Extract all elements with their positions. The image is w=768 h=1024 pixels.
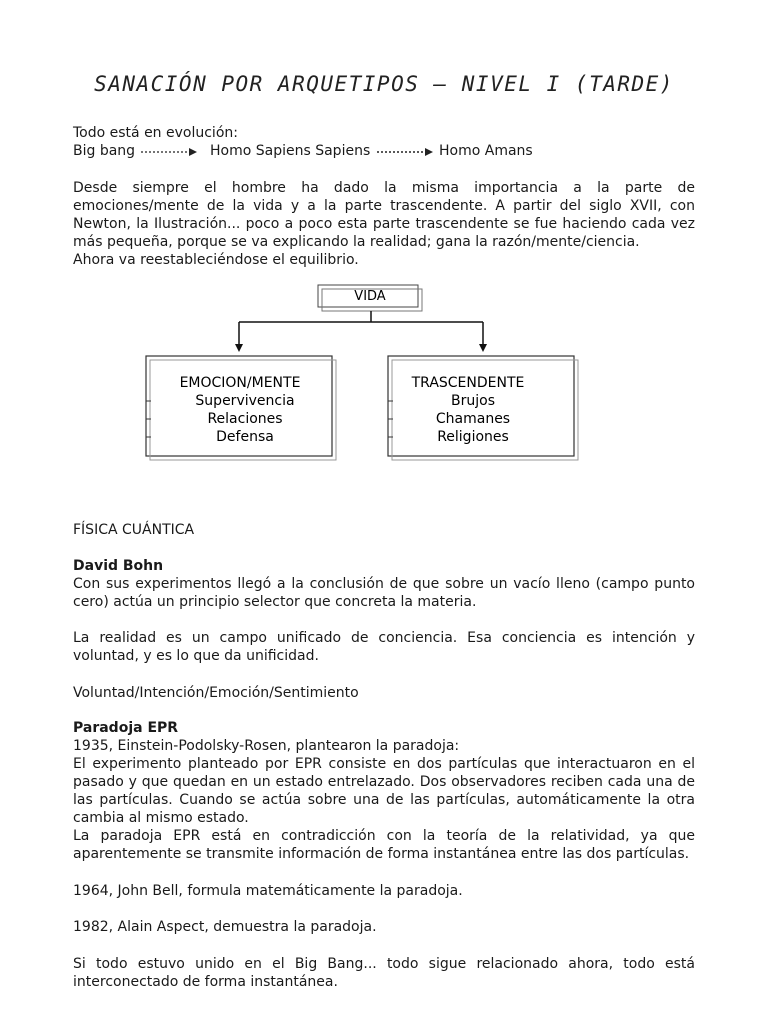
bohm-text: Con sus experimentos llegó a la conclusión de que sobre un vacío lleno (campo punto cero) actúa un principio selector que concreta la materia.: [73, 576, 695, 610]
stage-homo-amans: Homo Amans: [439, 143, 533, 159]
trascendente-heading: TRASCENDENTE: [411, 375, 525, 391]
voluntad-line: Voluntad/Intención/Emoción/Sentimiento: [73, 685, 359, 701]
intro-paragraph: [73, 179, 695, 269]
evolution-intro: Todo está en evolución:: [73, 125, 238, 141]
bohm-section: [73, 557, 695, 611]
dotted-arrow-icon: [375, 142, 435, 160]
stage-homo-sapiens: Homo Sapiens Sapiens: [210, 143, 371, 159]
epr-contradiction-text: La paradoja EPR está en contradicción con la teoría de la relatividad, ya que aparentemente se transmite información de forma instantánea entre las dos partículas.: [73, 828, 695, 862]
vida-diagram: [0, 280, 768, 480]
arrow-down-icon: [235, 344, 243, 352]
emocion-item: Defensa: [216, 429, 274, 445]
section-heading: FÍSICA CUÁNTICA: [73, 522, 195, 538]
dotted-arrow-icon: [139, 142, 199, 160]
evolution-block: [73, 124, 695, 160]
trascendente-item: Chamanes: [435, 411, 511, 427]
evolution-chain: [73, 142, 695, 160]
closing-paragraph: Si todo estuvo unido en el Big Bang... todo sigue relacionado ahora, todo está interconectado de forma instantánea.: [73, 956, 695, 990]
trascendente-item: Brujos: [451, 393, 495, 409]
aspect-line: 1982, Alain Aspect, demuestra la paradoja.: [73, 919, 377, 935]
emocion-item: Supervivencia: [195, 393, 295, 409]
emocion-heading: EMOCION/MENTE: [179, 375, 301, 391]
epr-date-line: 1935, Einstein-Podolsky-Rosen, plantearon la paradoja:: [73, 738, 460, 754]
vida-label: VIDA: [354, 289, 386, 304]
arrow-down-icon: [479, 344, 487, 352]
bell-line: 1964, John Bell, formula matemáticamente la paradoja.: [73, 883, 463, 899]
epr-name: Paradoja EPR: [73, 720, 179, 736]
balance-text: Ahora va reestableciéndose el equilibrio.: [73, 252, 359, 268]
bohm-name: David Bohn: [73, 558, 164, 574]
epr-section: [73, 719, 695, 863]
trascendente-item: Religiones: [437, 429, 509, 445]
emocion-item: Relaciones: [207, 411, 283, 427]
document-title: SANACIÓN POR ARQUETIPOS – NIVEL I (TARDE): [94, 72, 674, 96]
history-text: Desde siempre el hombre ha dado la misma importancia a la parte de emociones/mente de la vida y a la parte trascendente. A partir del siglo XVII, con Newton, la Ilustración... poco a poco esta parte trascendente se fue haciendo cada vez más pequeña, porque se va explicando la realidad; gana la razón/mente/ciencia.: [73, 180, 695, 250]
epr-experiment-text: El experimento planteado por EPR consiste en dos partículas que interactuaron en el pasado y que quedan en un estado entrelazado. Dos observadores reciben cada una de las partículas. Cuando se actúa sobre una de las partículas, automáticamente la otra cambia al mismo estado.: [73, 756, 695, 826]
reality-paragraph: La realidad es un campo unificado de conciencia. Esa conciencia es intención y voluntad, y es lo que da unificidad.: [73, 630, 695, 664]
stage-big-bang: Big bang: [73, 143, 136, 159]
